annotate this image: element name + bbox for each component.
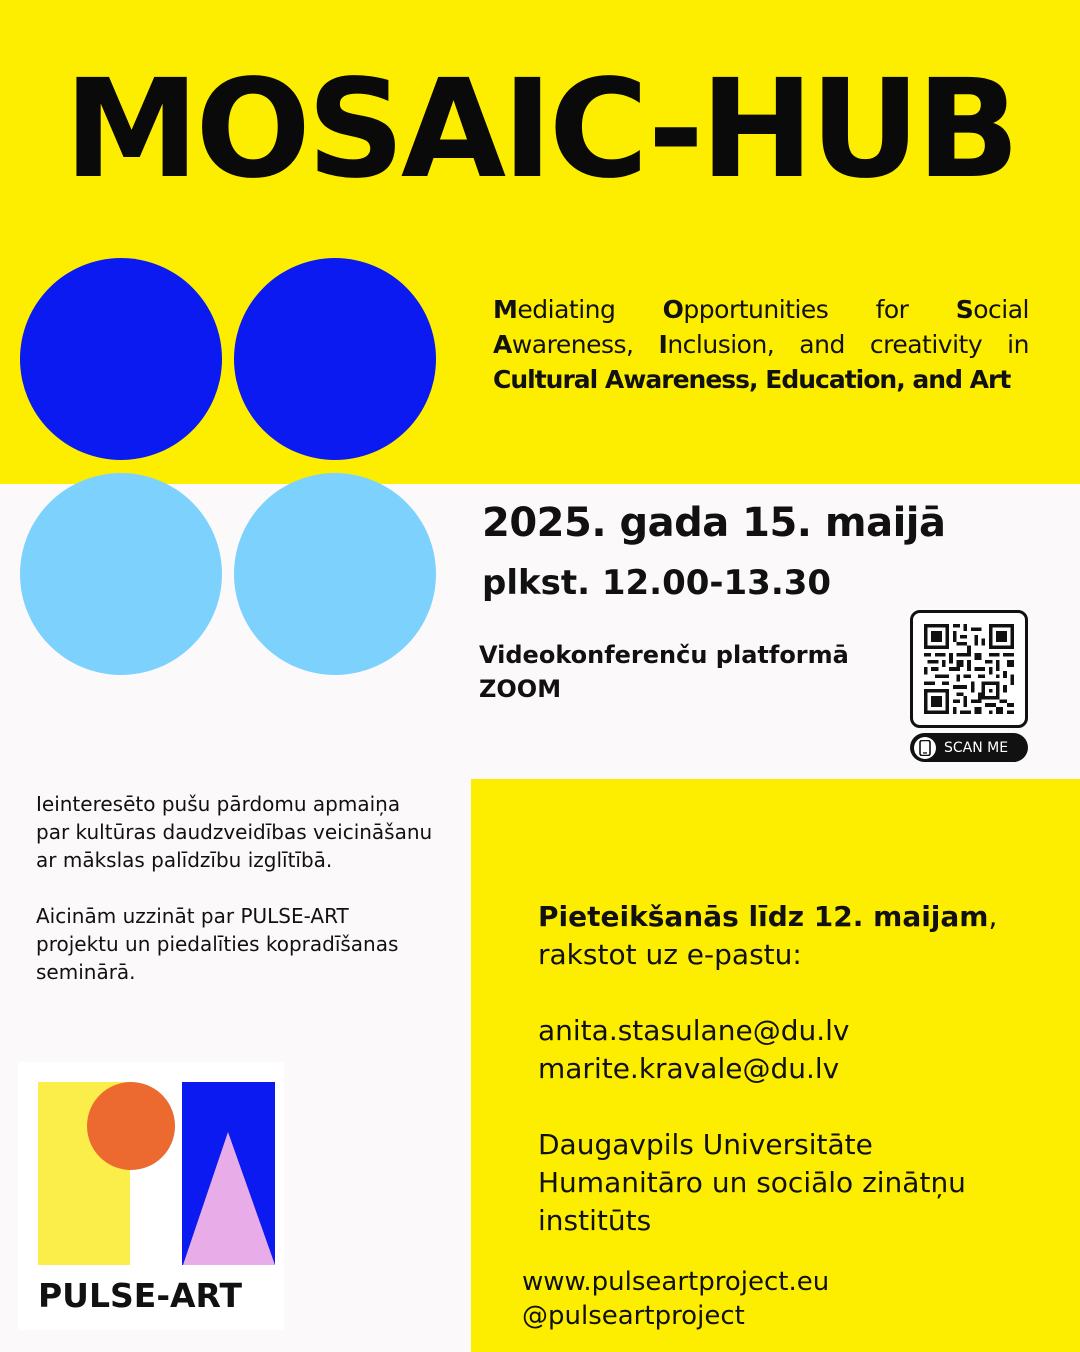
web-links [522, 1265, 829, 1333]
description-paragraph-1: Ieinteresēto pušu pārdomu apmaiņa par kultūras daudzveidības veicināšanu ar mākslas palīdzību izglītībā. [36, 792, 433, 872]
word: and [799, 330, 845, 359]
subtitle-line-2 [493, 327, 1029, 362]
word: Awareness, [493, 330, 634, 359]
institution-line-2: Humanitāro un sociālo zinātņu [538, 1166, 966, 1199]
word: Mediating [493, 295, 616, 324]
phone-icon [914, 737, 936, 759]
word: Social [955, 295, 1029, 324]
platform-line-1: Videokonferenču platformā [479, 641, 849, 669]
event-date: 2025. gada 15. maijā [482, 500, 946, 546]
word: for [875, 295, 909, 324]
pulse-art-logo-icon [38, 1080, 278, 1268]
light-blue-circle-right [234, 473, 436, 675]
word: creativity [869, 330, 983, 359]
subtitle-line-3: Cultural Awareness, Education, and Art [493, 365, 1011, 394]
email-link-2[interactable]: marite.kravale@du.lv [538, 1052, 840, 1085]
contact-block [538, 898, 1068, 1240]
registration-deadline: Pieteikšanās līdz 12. maijam [538, 900, 989, 933]
qr-code-icon[interactable] [924, 624, 1014, 714]
logo-wordmark: PULSE-ART [38, 1276, 242, 1315]
dark-blue-circle-right [234, 258, 436, 460]
registration-line-1: Pieteikšanās līdz 12. maijam, [538, 900, 998, 933]
acronym-subtitle [493, 292, 1029, 397]
institution-line-1: Daugavpils Universitāte [538, 1128, 873, 1161]
social-handle[interactable]: @pulseartproject [522, 1301, 745, 1331]
word: Opportunities [662, 295, 829, 324]
word: in [1007, 330, 1029, 359]
light-blue-circle-left [20, 473, 222, 675]
page-title: MOSAIC-HUB [63, 51, 1017, 209]
registration-line-2: rakstot uz e-pastu: [538, 938, 802, 971]
website-link[interactable]: www.pulseartproject.eu [522, 1267, 830, 1297]
subtitle-line-1 [493, 292, 1029, 327]
description [36, 790, 436, 1014]
word: Inclusion, [658, 330, 775, 359]
platform-line-2: ZOOM [479, 675, 562, 703]
scan-me-button[interactable] [910, 733, 1028, 762]
dark-blue-circle-left [20, 258, 222, 460]
institution-line-3: institūts [538, 1204, 652, 1237]
description-paragraph-2: Aicinām uzzināt par PULSE-ART projektu un piedalīties kopradīšanas seminārā. [36, 904, 399, 984]
event-platform [479, 638, 849, 706]
event-time: plkst. 12.00-13.30 [482, 563, 832, 603]
email-link-1[interactable]: anita.stasulane@du.lv [538, 1014, 850, 1047]
scan-me-label: SCAN ME [944, 739, 1009, 756]
